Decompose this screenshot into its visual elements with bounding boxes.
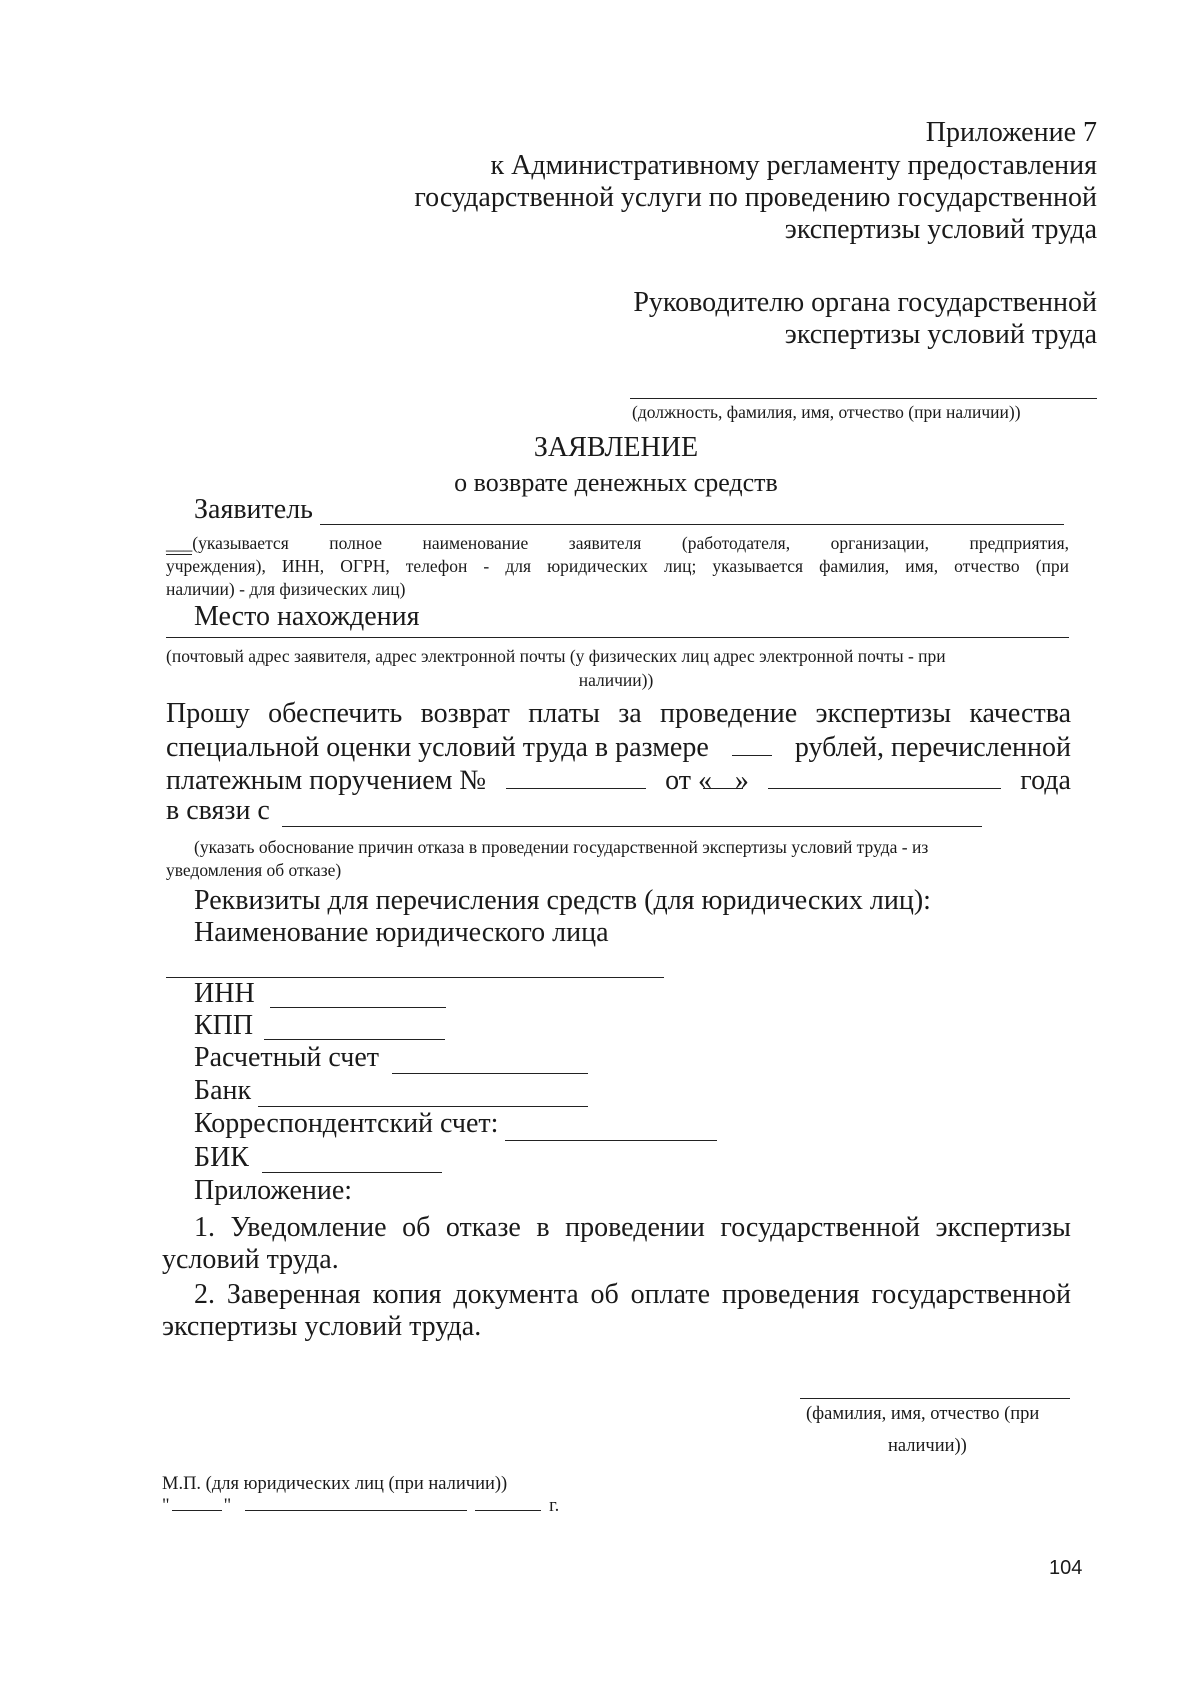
request-line-1: Прошу обеспечить возврат платы за проведение экспертизы качества: [166, 698, 1071, 729]
reason-input-line: [282, 826, 982, 827]
addressee-caption: (должность, фамилия, имя, отчество (при наличии)): [632, 402, 1021, 422]
date-from-label: от «: [665, 765, 712, 796]
reason-note-1: (указать обоснование причин отказа в проведении государственной экспертизы условий труда - из: [194, 837, 929, 857]
annex-line-2: государственной услуги по проведению государственной: [414, 182, 1097, 213]
signature-caption-1: (фамилия, имя, отчество (при: [806, 1404, 1040, 1424]
amount-blank: [732, 754, 772, 756]
bank-label: Банк: [194, 1075, 252, 1106]
applicant-note-prefix: ___: [166, 533, 193, 553]
bank-input-line: [258, 1106, 588, 1107]
annex-line-1: к Административному регламенту предоставления: [490, 150, 1097, 181]
document-title: ЗАЯВЛЕНИЕ: [533, 432, 699, 463]
requisites-heading: Реквизиты для перечисления средств (для юридических лиц):: [194, 885, 931, 916]
request-line-2: [166, 732, 1071, 764]
location-label: Место нахождения: [194, 601, 420, 632]
addressee-line-2: экспертизы условий труда: [784, 319, 1097, 350]
footer-year-suffix: г.: [549, 1496, 560, 1516]
reason-label: в связи с: [166, 795, 270, 826]
attachments-heading: Приложение:: [194, 1175, 353, 1206]
attachment-1-line-1: 1. Уведомление об отказе в проведении государственной экспертизы: [194, 1212, 1071, 1243]
date-year-blank: [913, 787, 1001, 789]
applicant-input-line: [320, 524, 1064, 525]
footer-month-blank: [245, 1509, 467, 1511]
attachment-2-line-2: экспертизы условий труда.: [162, 1311, 482, 1342]
request-amount-prefix: специальной оценки условий труда в размере: [166, 732, 709, 763]
date-close-quote: »: [734, 765, 749, 796]
annex-title: Приложение 7: [925, 117, 1097, 148]
bik-label: БИК: [194, 1142, 249, 1173]
reason-note-2: уведомления об отказе): [166, 860, 342, 880]
year-label: года: [1020, 765, 1071, 796]
legal-name-label: Наименование юридического лица: [194, 917, 609, 948]
signature-line: [800, 1398, 1070, 1399]
attachment-2-line-1: 2. Заверенная копия документа об оплате проведения государственной: [194, 1279, 1071, 1310]
addressee-line-1: Руководителю органа государственной: [633, 287, 1097, 318]
attachment-1-line-2: условий труда.: [162, 1244, 339, 1275]
location-note-2: наличии)): [578, 670, 654, 690]
inn-input-line: [270, 1007, 446, 1008]
location-input-line: [166, 637, 1069, 638]
payment-order-number-blank: [506, 787, 646, 789]
date-month-blank: [768, 787, 913, 789]
date-quote-open: ": [162, 1496, 170, 1516]
kpp-label: КПП: [194, 1010, 254, 1041]
page-number: 104: [1049, 1557, 1083, 1579]
bik-input-line: [262, 1172, 442, 1173]
applicant-label: Заявитель: [194, 494, 313, 525]
signature-caption-2: наличии)): [888, 1436, 967, 1456]
account-input-line: [392, 1073, 588, 1074]
addressee-signature-line: [630, 398, 1097, 399]
document-subtitle: о возврате денежных средств: [454, 468, 778, 497]
annex-line-3: экспертизы условий труда: [784, 214, 1097, 245]
account-label: Расчетный счет: [194, 1042, 380, 1073]
request-amount-suffix: рублей, перечисленной: [794, 732, 1071, 763]
footer-day-blank: [172, 1509, 222, 1511]
applicant-note-text-1: (указывается полное наименование заявителя (работодателя, организации, предприятия,: [192, 533, 1069, 553]
corr-account-label: Корреспондентский счет:: [194, 1108, 499, 1139]
applicant-note-1: [166, 533, 1069, 555]
payment-order-label: платежным поручением №: [166, 765, 487, 796]
applicant-note-2: учреждения), ИНН, ОГРН, телефон - для юридических лиц; указывается фамилия, имя, отчество (при: [166, 556, 1069, 576]
request-line-3: [166, 765, 1071, 797]
kpp-input-line: [264, 1039, 445, 1040]
inn-label: ИНН: [194, 978, 255, 1009]
location-note-1: (почтовый адрес заявителя, адрес электронной почты (у физических лиц адрес электронной почты - при: [166, 646, 946, 666]
footer-date-row: [162, 1496, 559, 1517]
applicant-note-3: наличии) - для физических лиц): [166, 579, 406, 599]
corr-account-input-line: [505, 1140, 717, 1141]
date-quote-close: ": [223, 1496, 232, 1516]
footer-year-blank: [475, 1509, 541, 1511]
stamp-label: М.П. (для юридических лиц (при наличии)): [162, 1474, 508, 1494]
